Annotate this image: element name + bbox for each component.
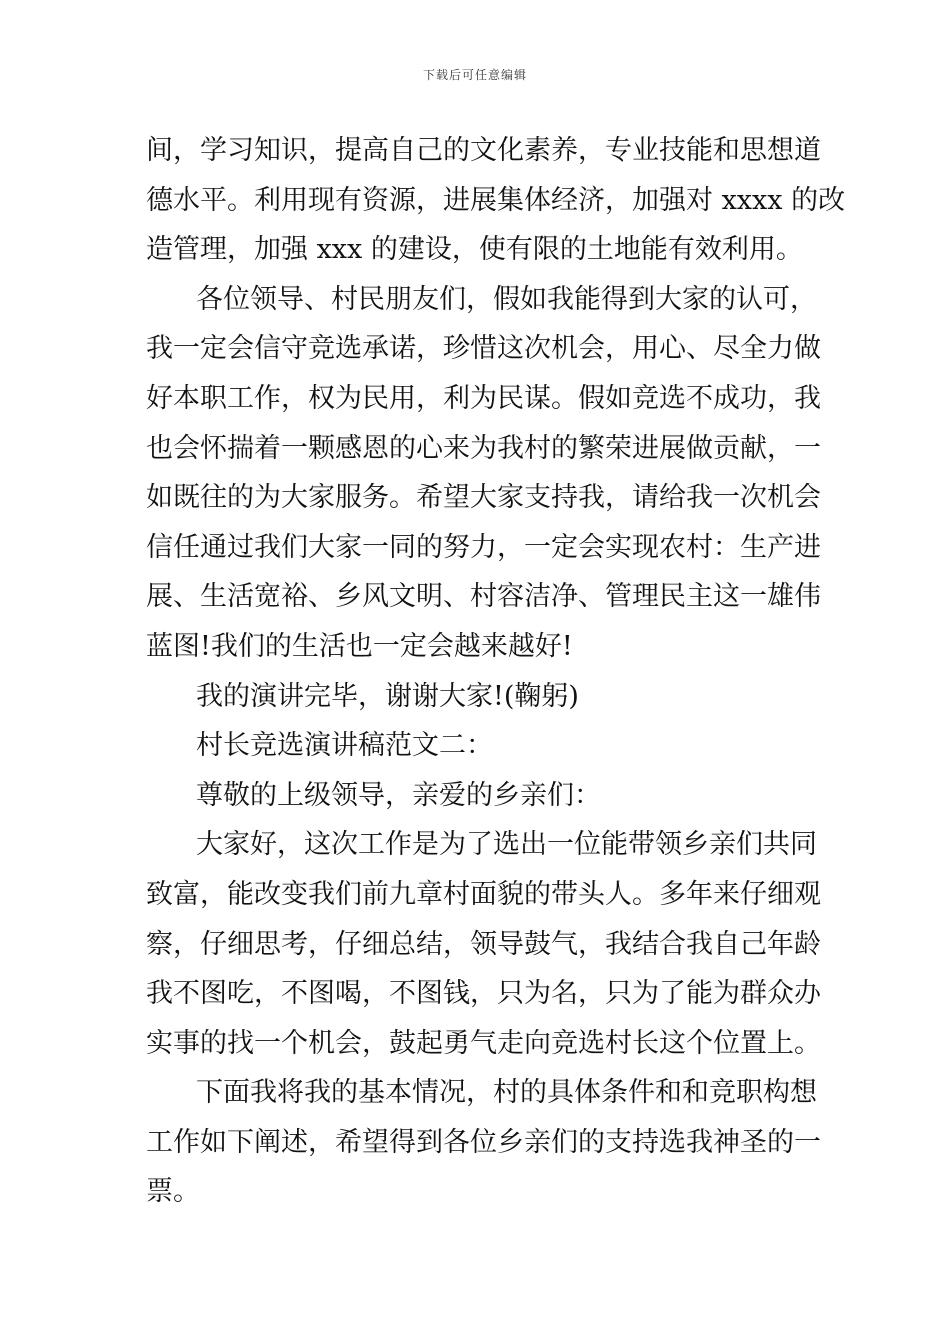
text-line: 察，仔细思考，仔细总结，领导鼓气，我结合我自己年龄 (146, 928, 821, 960)
section-heading (146, 721, 808, 771)
text-line: 好本职工作，权为民用，利为民谋。假如竞选不成功，我 (146, 382, 821, 414)
text-line: 实事的找一个机会，鼓起勇气走向竞选村长这个位置上。 (146, 1027, 821, 1059)
text-line: 德水平。利用现有资源，进展集体经济，加强对 xxxx 的改 (146, 184, 846, 216)
text-line: 如既往的为大家服务。希望大家支持我，请给我一次机会 (146, 482, 821, 514)
text-line: 间，学习知识，提高自己的文化素养，专业技能和思想道 (146, 135, 821, 166)
text-line: 也会怀揣着一颗感恩的心来为我村的繁荣进展做贡献，一 (146, 432, 821, 464)
text-line: 下面我将我的基本情况，村的具体条件和和竞职构想 (196, 1077, 817, 1109)
text-line: 票。 (146, 1176, 200, 1208)
page-header: 下载后可任意编辑 (422, 68, 527, 82)
text-line: 信任通过我们大家一同的努力，一定会实现农村：生产进 (146, 531, 821, 563)
text-line: 工作如下阐述，希望得到各位乡亲们的支持选我神圣的一 (146, 1126, 821, 1158)
paragraph (146, 820, 821, 1068)
salutation (146, 771, 808, 821)
text-line: 我不图吃，不图喝，不图钱，只为名，只为了能为群众办 (146, 978, 821, 1010)
text-line: 展、生活宽裕、乡风文明、村容洁净、管理民主这一雄伟 (146, 581, 821, 613)
document-body (146, 126, 846, 1217)
text-line: 大家好，这次工作是为了选出一位能带领乡亲们共同 (196, 829, 817, 861)
text-line: 尊敬的上级领导，亲爱的乡亲们： (196, 779, 601, 811)
text-line: 蓝图!我们的生活也一定会越来越好! (146, 630, 573, 662)
paragraph (146, 672, 808, 722)
paragraph (146, 1068, 821, 1217)
text-line: 我的演讲完毕，谢谢大家!(鞠躬) (196, 680, 579, 712)
text-line: 村长竞选演讲稿范文二： (196, 730, 493, 762)
text-line: 我一定会信守竞选承诺，珍惜这次机会，用心、尽全力做 (146, 333, 821, 365)
text-line: 致富，能改变我们前九章村面貌的带头人。多年来仔细观 (146, 878, 821, 910)
paragraph (146, 126, 846, 275)
text-line: 造管理，加强 xxx 的建设，使有限的土地能有效利用。 (146, 234, 803, 266)
text-line: 各位领导、村民朋友们，假如我能得到大家的认可， (196, 283, 817, 315)
paragraph (146, 275, 821, 672)
